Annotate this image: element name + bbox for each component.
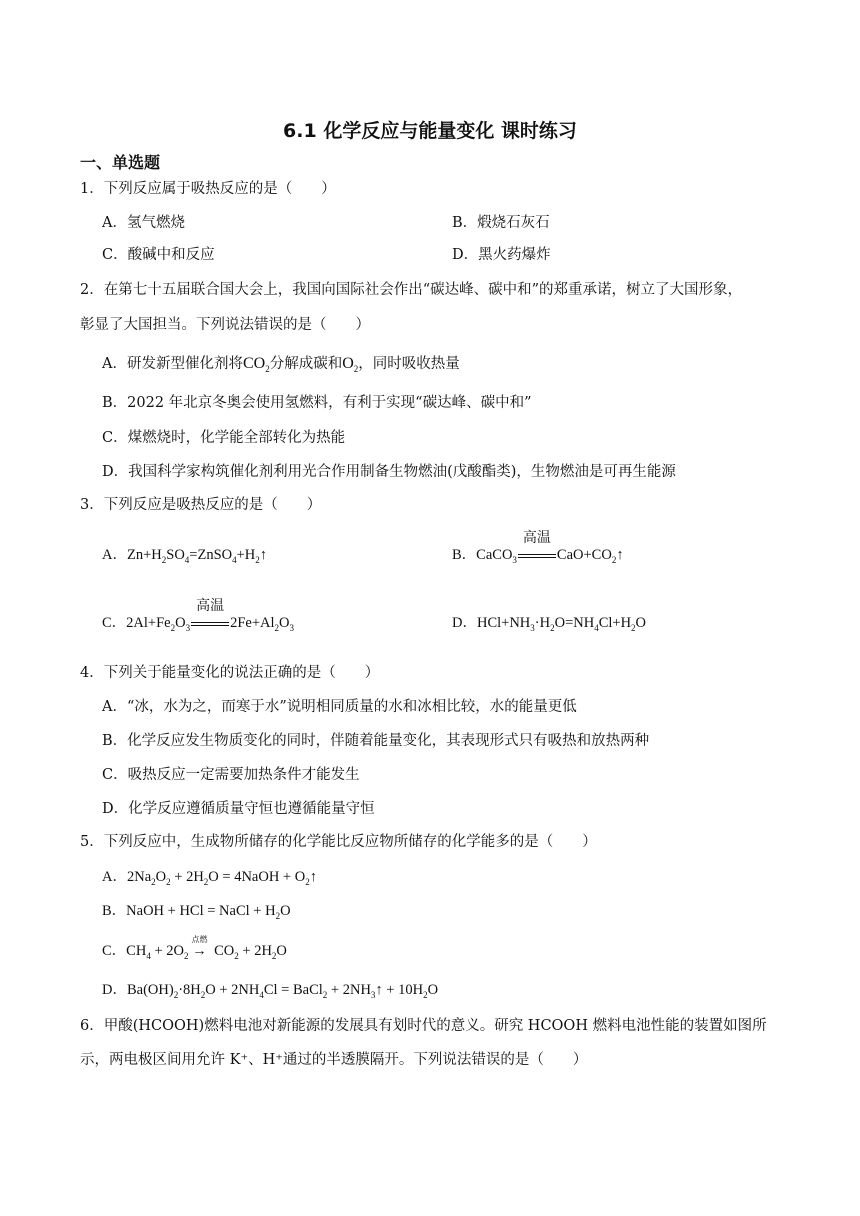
question-2-stem-line-1: 2．在第七十五届联合国大会上，我国向国际社会作出“碳达峰、碳中和”的郑重承诺，树立了大国形象，: [80, 282, 743, 298]
option-label: D．: [452, 615, 477, 631]
option-label: B．: [452, 547, 477, 563]
question-5-option-b: B．NaOH + HCl = NaCl + $H_2O$: [102, 903, 291, 921]
question-2-option-b: B．2022 年北京冬奥会使用氢燃料，有利于实现“碳达峰、碳中和”: [102, 395, 532, 411]
question-1-option-c: C．酸碱中和反应: [102, 247, 215, 263]
question-1-option-b: B．煅烧石灰石: [452, 215, 550, 231]
question-5-stem: 5．下列反应中，生成物所储存的化学能比反应物所储存的化学能多的是（ ）: [80, 834, 597, 850]
question-1-stem: 1．下列反应属于吸热反应的是（ ）: [80, 181, 336, 197]
co2-formula: $CO_2$: [242, 355, 270, 375]
question-4-option-d: D．化学反应遵循质量守恒也遵循能量守恒: [102, 801, 375, 817]
page-title: 6.1 化学反应与能量变化 课时练习: [283, 120, 577, 142]
question-5-option-c: C．$CH_4 + 2O_2$ 点燃 → $CO_2 + 2H_2O$: [102, 941, 287, 966]
option-label: D．: [102, 982, 127, 998]
question-2-option-d: D．我国科学家构筑催化剂利用光合作用制备生物燃油(戊酸酯类)，生物燃油是可再生能源: [102, 464, 676, 480]
option-label: A．: [102, 547, 127, 563]
section-heading: 一、单选题: [80, 153, 161, 172]
ignite-arrow: 点燃 →: [188, 941, 210, 961]
o2-formula: $O_2$: [342, 355, 359, 375]
question-4-stem: 4．下列关于能量变化的说法正确的是（ ）: [80, 665, 380, 681]
question-5-option-d: D．$Ba(OH)_2\cdot 8H_2O + 2NH_4Cl$ = BaCl$_2$ + $2NH_3↑ + 10H_2O$: [102, 982, 439, 1000]
question-3-option-c: C．$2Al+Fe_2O_3$ 高温 $2Fe+Al_2O_3$: [102, 598, 295, 633]
question-2-option-a-middle: 分解成碳和: [269, 356, 343, 372]
question-2-option-c: C．煤燃烧时，化学能全部转化为热能: [102, 430, 346, 446]
option-label: C．: [102, 943, 127, 959]
option-label: C．: [102, 615, 127, 631]
question-2-option-a-prefix: A．研发新型催化剂将: [102, 356, 243, 372]
condition-label: 高温: [196, 598, 225, 614]
question-3-stem: 3．下列反应是吸热反应的是（ ）: [80, 497, 322, 513]
question-6-stem-line-2: 示，两电极区间用允许 K⁺、H⁺通过的半透膜隔开。下列说法错误的是（ ）: [80, 1052, 588, 1068]
question-1-option-a: A．氢气燃烧: [102, 215, 185, 231]
condition-label: 高温: [522, 530, 551, 546]
option-label: B．: [102, 903, 127, 919]
question-6-stem-line-1: 6．甲酸(HCOOH)燃料电池对新能源的发展具有划时代的意义。研究 HCOOH 燃料电池性能的装置如图所: [80, 1018, 767, 1034]
question-4-option-b: B．化学反应发生物质变化的同时，伴随着能量变化，其表现形式只有吸热和放热两种: [102, 733, 650, 749]
option-label: A．: [102, 869, 127, 885]
question-2-option-a: [102, 354, 460, 379]
question-3-option-a: A．$Zn+H_2SO_4=ZnSO_4+H_2↑$: [102, 547, 268, 565]
question-2-stem-line-2: 彰显了大国担当。下列说法错误的是（ ）: [80, 317, 370, 333]
condition-label: 点燃: [191, 935, 208, 944]
question-3-option-b: B．CaCO$_3$ 高温 $CaO+CO_2↑$: [452, 530, 624, 565]
question-1-option-d: D．黑火药爆炸: [452, 247, 551, 263]
high-temp-condition: [190, 598, 230, 633]
question-5-option-a: A．$2Na_2O_2 + 2H_2O$ = 4NaOH + $O_2↑$: [102, 869, 317, 887]
question-2-option-a-suffix: ，同时吸收热量: [358, 356, 460, 372]
question-4-option-a: A．“冰，水为之，而寒于水”说明相同质量的水和冰相比较，水的能量更低: [102, 699, 577, 715]
high-temp-condition: [517, 530, 557, 565]
question-3-option-d: D．$HCl+NH_3\cdot H_2O=NH_4Cl+H_2O$: [452, 615, 647, 633]
question-4-option-c: C．吸热反应一定需要加热条件才能发生: [102, 767, 360, 783]
